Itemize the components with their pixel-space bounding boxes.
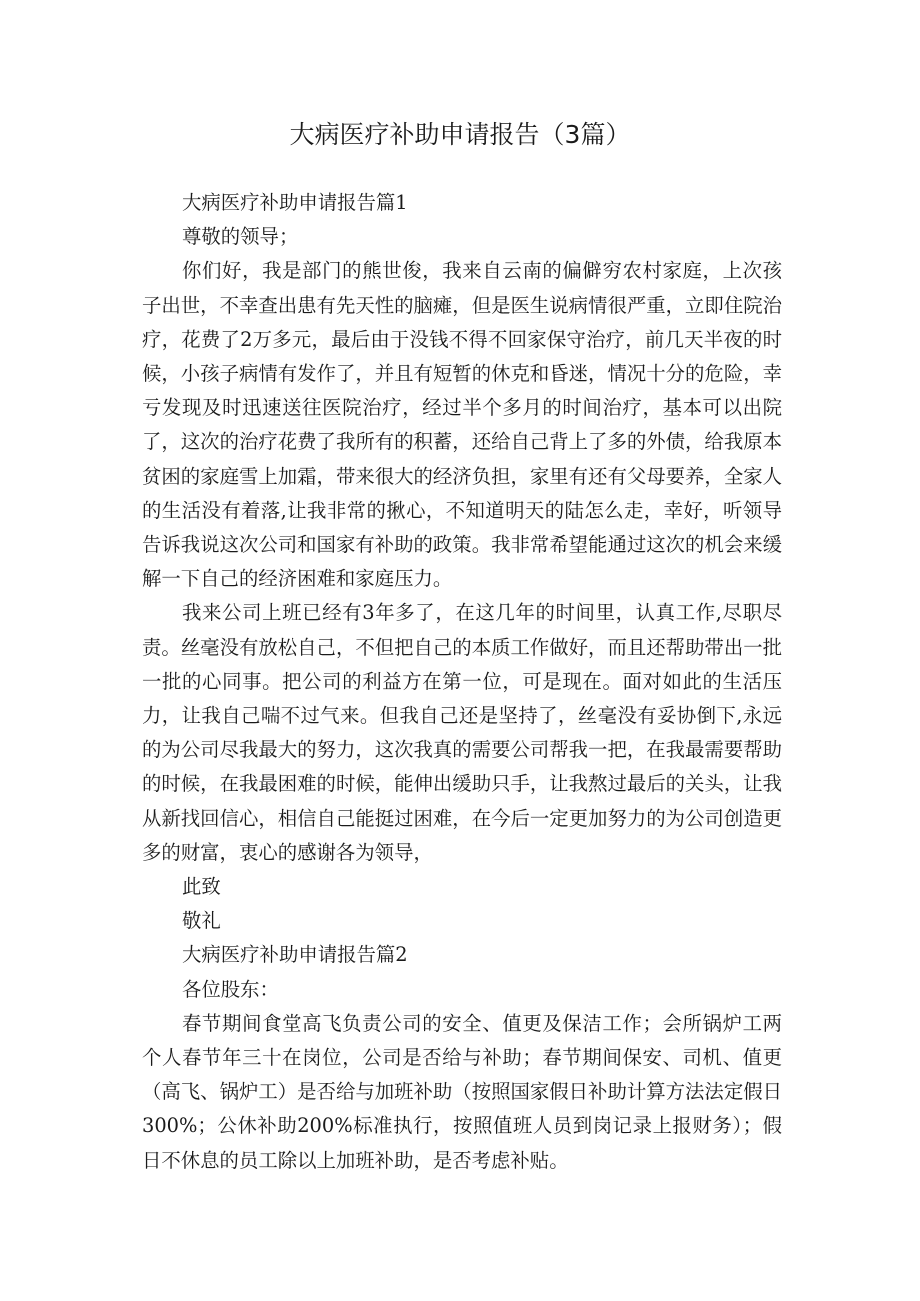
closing-regards: 敬礼 [182,909,221,933]
salutation-2: 各位股东： [182,977,279,1001]
document-title: 大病医疗补助申请报告（3篇） [289,120,631,149]
document-body [142,186,782,1178]
paragraph: 我来公司上班已经有3年多了，在这几年的时间里，认真工作,尽职尽责。丝毫没有放松自己，不但把自己的本质工作做好，而且还帮助带出一批一批的心同事。把公司的利益方在第一位，可是现在。面对如此的生活压力，让我自己喘不过气来。但我自己还是坚持了，丝毫没有妥协倒下,永远的为公司尽我最大的努力，这次我真的需要公司帮我一把，在我最需要帮助的时候，在我最困难的时候，能伸出缓助只手，让我熬过最后的关头，让我从新找回信心，相信自己能挺过困难，在今后一定更加努力的为公司创造更多的财富，衷心的感谢各为领导， [142,601,782,864]
section-heading-1: 大病医疗补助申请报告篇1 [182,191,408,214]
paragraph: 春节期间食堂高飞负责公司的安全、值更及保洁工作；会所锅炉工两个人春节年三十在岗位，公司是否给与补助；春节期间保安、司机、值更（高飞、锅炉工）是否给与加班补助（按照国家假日补助计算方法法定假日300%；公休补助200%标准执行，按照值班人员到岗记录上报财务）；假日不休息的员工除以上加班补助，是否考虑补贴。 [142,1011,782,1172]
salutation-1: 尊敬的领导； [182,225,299,249]
section-heading-2: 大病医疗补助申请报告篇2 [182,943,408,967]
closing-line: 此致 [182,875,221,899]
paragraph: 你们好，我是部门的熊世俊，我来自云南的偏僻穷农村家庭，上次孩子出世，不幸查出患有先天性的脑瘫，但是医生说病情很严重，立即住院治疗，花费了2万多元，最后由于没钱不得不回家保守治疗，前几天半夜的时候，小孩子病情有发作了，并且有短暂的休克和昏迷，情况十分的危险，幸亏发现及时迅速送往医院治疗，经过半个多月的时间治疗，基本可以出院了，这次的治疗花费了我所有的积蓄，还给自己背上了多的外债，给我原本贫困的家庭雪上加霜，带来很大的经济负担，家里有还有父母要养，全家人的生活没有着落,让我非常的揪心，不知道明天的陆怎么走，幸好，听领导告诉我说这次公司和国家有补助的政策。我非常希望能通过这次的机会来缓解一下自己的经济困难和家庭压力。 [142,259,782,591]
